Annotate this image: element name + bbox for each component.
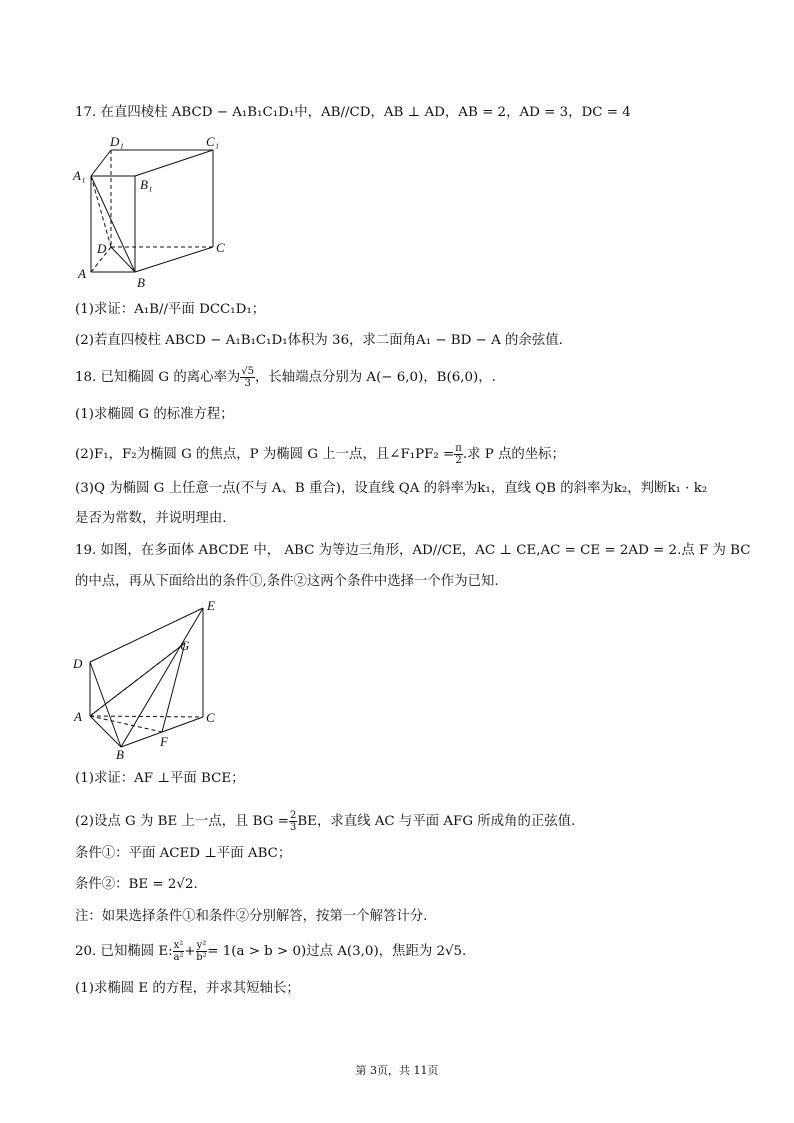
label-E: E	[207, 598, 215, 613]
label-C: C	[216, 240, 225, 255]
p18-q3-line2: 是否为常数，并说明理由.	[75, 511, 227, 526]
p18-q2-b: .求 P 点的坐标；	[462, 447, 565, 462]
p18-q1: (1)求椭圆 G 的标准方程；	[75, 407, 234, 422]
p19-ratio: $\frac{2}{3}$	[289, 810, 297, 833]
p18-stem	[75, 366, 496, 389]
label-B: B	[137, 275, 145, 290]
label-D: D	[73, 656, 83, 671]
p20-y-term: $\frac{\text{y²}}{\text{b²}}$	[196, 940, 207, 963]
p18-angle: $\frac{\pi}{2}$	[455, 443, 462, 466]
p17-q1: (1)求证：A₁B//平面 DCC₁D₁；	[75, 302, 266, 317]
p19-q2-a: (2)设点 G 为 BE 上一点，且 BG =	[75, 814, 289, 829]
p20-stem	[75, 940, 466, 963]
p19-stem-line1: 19. 如图，在多面体 ABCDE 中， ABC 为等边三角形，AD//CE，AC ⊥ CE,AC = CE = 2AD = 2.点 F 为 BC	[75, 543, 751, 558]
page-footer: 第 3页，共 11页	[355, 1064, 439, 1077]
p17-stem: 17. 在直四棱柱 ABCD − A₁B₁C₁D₁中，AB//CD，AB ⊥ AD，AB = 2，AD = 3，DC = 4	[75, 105, 631, 120]
p18-q3-line1: (3)Q 为椭圆 G 上任意一点(不与 A、B 重合)，设直线 QA 的斜率为k₁，直线 QB 的斜率为k₂，判断k₁ · k₂	[75, 481, 708, 496]
p20-stem-b: = 1(a > b > 0)过点 A(3,0)，焦距为 2√5.	[207, 944, 467, 959]
p20-plus: +	[184, 944, 196, 959]
p19-q1: (1)求证：AF ⊥平面 BCE；	[75, 771, 245, 786]
label-C: C	[206, 710, 215, 725]
label-B1: B₁	[140, 177, 153, 192]
p18-eccentricity: $\frac{√5}{3}$	[241, 366, 255, 389]
label-G: G	[180, 638, 190, 653]
p19-q2-b: BE，求直线 AC 与平面 AFG 所成角的正弦值.	[297, 814, 576, 829]
p18-q2-a: (2)F₁，F₂为椭圆 G 的焦点，P 为椭圆 G 上一点，且∠F₁PF₂ =	[75, 447, 455, 462]
p17-q2: (2)若直四棱柱 ABCD − A₁B₁C₁D₁体积为 36，求二面角A₁ − BD − A 的余弦值.	[75, 333, 563, 348]
p18-stem-a: 18. 已知椭圆 G 的离心率为	[75, 370, 241, 385]
p18-q2	[75, 443, 565, 466]
p19-condition-1: 条件①：平面 ACED ⊥平面 ABC；	[75, 846, 292, 861]
label-F: F	[160, 734, 168, 749]
label-A: A	[74, 709, 82, 724]
figure-19-polyhedron	[70, 596, 230, 761]
p19-condition-2: 条件②：BE = 2√2.	[75, 877, 198, 892]
label-D: D	[97, 241, 107, 256]
p18-stem-b: ，长轴端点分别为 A(− 6,0)，B(6,0)，.	[255, 370, 496, 385]
p19-stem-line2: 的中点，再从下面给出的条件①,条件②这两个条件中选择一个作为已知.	[75, 574, 499, 589]
label-A1: A₁	[73, 168, 86, 183]
p20-stem-a: 20. 已知椭圆 E:	[75, 944, 173, 959]
label-D1: D₁	[110, 134, 124, 149]
label-A: A	[78, 266, 86, 281]
label-C1: C₁	[206, 134, 220, 149]
p20-x-term: $\frac{\text{x²}}{\text{a²}}$	[173, 940, 184, 963]
label-B: B	[116, 747, 124, 761]
p20-q1: (1)求椭圆 E 的方程，并求其短轴长；	[75, 981, 300, 996]
figure-17-prism	[70, 132, 240, 292]
p19-note: 注：如果选择条件①和条件②分别解答，按第一个解答计分.	[75, 909, 428, 924]
p19-q2	[75, 810, 575, 833]
